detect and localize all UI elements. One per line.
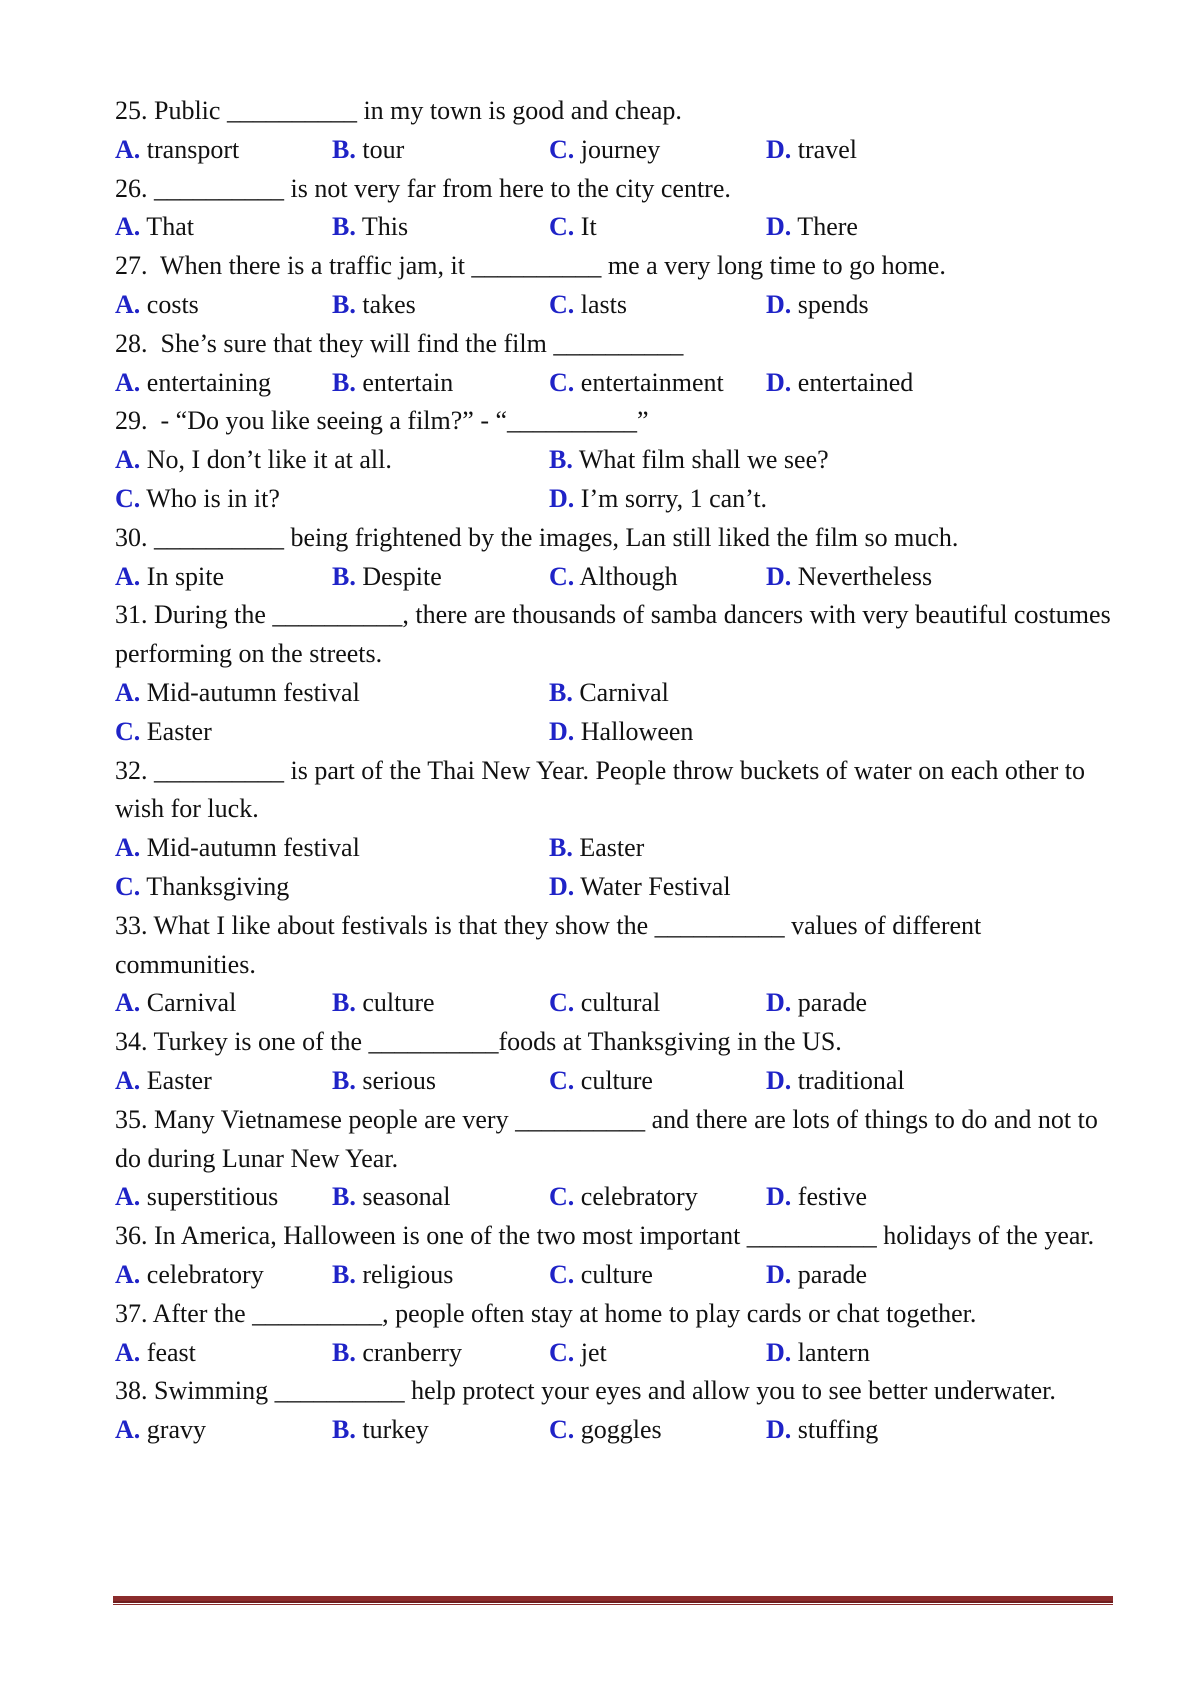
option-text: It [574, 212, 597, 242]
options-row [115, 558, 1115, 597]
option-letter: D. [766, 134, 792, 164]
answer-option[interactable] [766, 1256, 983, 1295]
option-letter: A. [115, 1337, 141, 1367]
question-text: 27. When there is a traffic jam, it __________ me a very long time to go home. [115, 251, 946, 281]
answer-option[interactable] [115, 1178, 332, 1217]
answer-option[interactable] [766, 286, 983, 325]
option-letter: D. [549, 871, 575, 901]
option-text: journey [574, 134, 661, 164]
option-text: What film shall we see? [572, 445, 829, 475]
option-letter: A. [115, 1415, 141, 1445]
answer-option[interactable] [766, 1411, 983, 1450]
question-block [115, 596, 1118, 751]
question-text: 37. After the __________, people often stay at home to play cards or chat together. [115, 1298, 977, 1328]
option-letter: D. [766, 1415, 792, 1445]
option-letter: D. [766, 1259, 792, 1289]
options-row [115, 1178, 1115, 1217]
option-text: Halloween [574, 716, 694, 746]
option-letter: B. [549, 445, 573, 475]
option-text: culture [574, 1065, 653, 1095]
option-text: seasonal [355, 1182, 451, 1212]
option-letter: B. [332, 561, 356, 591]
option-text: parade [791, 1259, 868, 1289]
option-letter: C. [549, 1065, 575, 1095]
option-text: goggles [574, 1415, 662, 1445]
option-letter: B. [332, 134, 356, 164]
option-letter: A. [115, 445, 141, 475]
question-text: 31. During the __________, there are thousands of samba dancers with very beautiful costumes performing on the streets. [115, 600, 1118, 669]
worksheet-page [115, 92, 1118, 1450]
question-text: 32. __________ is part of the Thai New Year. People throw buckets of water on each other to wish for luck. [115, 755, 1092, 824]
answer-option[interactable] [332, 1256, 549, 1295]
option-text: tour [355, 134, 405, 164]
question-block [115, 325, 1115, 403]
option-text: Mid-autumn festival [140, 677, 360, 707]
footer-rule-thin [113, 1604, 1113, 1605]
option-text: jet [574, 1337, 607, 1367]
options-row [115, 441, 1115, 480]
option-letter: A. [115, 561, 141, 591]
answer-option[interactable] [115, 1256, 332, 1295]
option-letter: B. [332, 212, 356, 242]
question-block [115, 92, 1115, 170]
option-text: spends [791, 289, 869, 319]
option-letter: C. [549, 561, 575, 591]
answer-option[interactable] [766, 1178, 983, 1217]
answer-option[interactable] [332, 558, 549, 597]
answer-option[interactable] [115, 829, 549, 868]
answer-option[interactable] [115, 1062, 332, 1101]
answer-option[interactable] [549, 713, 983, 752]
option-text: No, I don’t like it at all. [140, 445, 392, 475]
option-text: Mid-autumn festival [140, 833, 360, 863]
answer-option[interactable] [549, 131, 766, 170]
answer-option[interactable] [115, 984, 332, 1023]
options-row [115, 713, 1115, 752]
option-letter: D. [766, 1065, 792, 1095]
answer-option[interactable] [549, 286, 766, 325]
question-block [115, 1295, 1115, 1373]
option-letter: A. [115, 988, 141, 1018]
option-text: entertained [791, 367, 914, 397]
option-text: Easter [140, 1065, 212, 1095]
option-text: travel [791, 134, 857, 164]
option-letter: A. [115, 1065, 141, 1095]
option-text: culture [574, 1259, 653, 1289]
option-letter: D. [766, 1337, 792, 1367]
option-letter: B. [332, 367, 356, 397]
option-letter: D. [766, 367, 792, 397]
answer-option[interactable] [549, 1334, 766, 1373]
option-letter: C. [549, 988, 575, 1018]
answer-option[interactable] [766, 984, 983, 1023]
answer-option[interactable] [549, 868, 983, 907]
option-letter: B. [332, 1415, 356, 1445]
option-text: celebratory [140, 1259, 264, 1289]
options-row [115, 364, 1115, 403]
option-text: lantern [791, 1337, 870, 1367]
option-letter: A. [115, 677, 141, 707]
option-text: entertaining [140, 367, 271, 397]
answer-option[interactable] [115, 558, 332, 597]
option-letter: A. [115, 212, 141, 242]
answer-option[interactable] [115, 441, 549, 480]
option-text: traditional [791, 1065, 905, 1095]
question-block [115, 402, 1115, 518]
option-text: Despite [355, 561, 442, 591]
option-letter: D. [766, 988, 792, 1018]
options-row [115, 131, 1115, 170]
question-text: 36. In America, Halloween is one of the two most important __________ holidays of the year. [115, 1221, 1095, 1251]
question-block [115, 170, 1115, 248]
answer-option[interactable] [549, 1411, 766, 1450]
option-letter: A. [115, 134, 141, 164]
question-text: 26. __________ is not very far from here to the city centre. [115, 173, 731, 203]
option-letter: B. [549, 833, 573, 863]
option-letter: C. [549, 212, 575, 242]
option-letter: B. [332, 289, 356, 319]
option-text: gravy [140, 1415, 206, 1445]
option-text: Carnival [140, 988, 237, 1018]
option-text: Carnival [572, 677, 669, 707]
option-text: parade [791, 988, 868, 1018]
answer-option[interactable] [549, 1062, 766, 1101]
question-text: 35. Many Vietnamese people are very __________ and there are lots of things to do and not to do during Lunar New Year. [115, 1104, 1105, 1173]
options-row [115, 1256, 1115, 1295]
option-letter: B. [549, 677, 573, 707]
option-text: Water Festival [574, 871, 731, 901]
question-block [115, 1372, 1115, 1450]
answer-option[interactable] [766, 1062, 983, 1101]
answer-option[interactable] [115, 713, 549, 752]
question-block [115, 1023, 1115, 1101]
option-letter: C. [549, 289, 575, 319]
answer-option[interactable] [332, 1411, 549, 1450]
answer-option[interactable] [766, 131, 983, 170]
option-letter: C. [549, 1337, 575, 1367]
answer-option[interactable] [549, 441, 983, 480]
option-text: There [791, 212, 858, 242]
question-block [115, 519, 1115, 597]
option-letter: D. [549, 483, 575, 513]
option-text: feast [140, 1337, 196, 1367]
option-letter: A. [115, 367, 141, 397]
question-text: 29. - “Do you like seeing a film?” - “__________” [115, 406, 649, 436]
option-text: Nevertheless [791, 561, 933, 591]
option-letter: C. [115, 871, 141, 901]
option-letter: A. [115, 833, 141, 863]
options-row [115, 984, 1115, 1023]
option-text: stuffing [791, 1415, 879, 1445]
option-text: serious [355, 1065, 437, 1095]
answer-option[interactable] [332, 984, 549, 1023]
option-text: transport [140, 134, 240, 164]
option-letter: C. [549, 1182, 575, 1212]
question-block [115, 752, 1115, 907]
option-text: entertain [355, 367, 454, 397]
options-row [115, 829, 1115, 868]
option-letter: D. [766, 561, 792, 591]
footer-rule [113, 1596, 1113, 1603]
option-letter: D. [766, 289, 792, 319]
option-letter: B. [332, 1065, 356, 1095]
options-row [115, 286, 1115, 325]
option-letter: C. [549, 1259, 575, 1289]
option-text: festive [791, 1182, 868, 1212]
question-block [115, 1101, 1115, 1217]
answer-option[interactable] [115, 286, 332, 325]
answer-option[interactable] [332, 1062, 549, 1101]
answer-option[interactable] [549, 674, 983, 713]
option-letter: B. [332, 1259, 356, 1289]
answer-option[interactable] [332, 1178, 549, 1217]
answer-option[interactable] [115, 674, 549, 713]
option-letter: C. [549, 367, 575, 397]
question-text: 28. She’s sure that they will find the film __________ [115, 328, 684, 358]
option-text: cranberry [355, 1337, 462, 1367]
answer-option[interactable] [115, 131, 332, 170]
answer-option[interactable] [549, 1256, 766, 1295]
option-text: Although [574, 561, 678, 591]
option-letter: A. [115, 289, 141, 319]
answer-option[interactable] [766, 208, 983, 247]
answer-option[interactable] [549, 480, 983, 519]
answer-option[interactable] [115, 480, 549, 519]
option-text: Who is in it? [140, 483, 280, 513]
answer-option[interactable] [766, 558, 983, 597]
question-block [115, 247, 1115, 325]
question-text: 25. Public __________ in my town is good and cheap. [115, 96, 682, 125]
answer-option[interactable] [115, 1334, 332, 1373]
option-letter: A. [115, 1182, 141, 1212]
question-block [115, 1217, 1115, 1295]
question-text: 34. Turkey is one of the __________foods at Thanksgiving in the US. [115, 1027, 842, 1057]
option-letter: C. [549, 134, 575, 164]
answer-option[interactable] [549, 1178, 766, 1217]
option-text: takes [355, 289, 416, 319]
answer-option[interactable] [766, 1334, 983, 1373]
answer-option[interactable] [549, 558, 766, 597]
option-text: culture [355, 988, 435, 1018]
answer-option[interactable] [549, 984, 766, 1023]
option-text: This [355, 212, 409, 242]
options-row [115, 208, 1115, 247]
answer-option[interactable] [332, 208, 549, 247]
answer-option[interactable] [115, 868, 549, 907]
question-text: 38. Swimming __________ help protect your eyes and allow you to see better underwater. [115, 1376, 1056, 1406]
answer-option[interactable] [332, 1334, 549, 1373]
option-text: I’m sorry, 1 can’t. [574, 483, 768, 513]
option-letter: C. [115, 483, 141, 513]
answer-option[interactable] [766, 364, 983, 403]
answer-option[interactable] [549, 829, 983, 868]
options-row [115, 480, 1115, 519]
answer-option[interactable] [332, 286, 549, 325]
answer-option[interactable] [332, 364, 549, 403]
option-text: Thanksgiving [140, 871, 290, 901]
option-text: Easter [572, 833, 645, 863]
answer-option[interactable] [549, 208, 766, 247]
options-row [115, 1411, 1115, 1450]
answer-option[interactable] [115, 364, 332, 403]
option-letter: A. [115, 1259, 141, 1289]
option-text: superstitious [140, 1182, 279, 1212]
answer-option[interactable] [115, 1411, 332, 1450]
option-text: That [140, 212, 194, 242]
option-letter: B. [332, 1182, 356, 1212]
options-row [115, 674, 1115, 713]
option-text: Easter [140, 716, 212, 746]
option-letter: D. [766, 1182, 792, 1212]
option-letter: D. [766, 212, 792, 242]
option-letter: B. [332, 1337, 356, 1367]
option-text: cultural [574, 988, 661, 1018]
option-text: celebratory [574, 1182, 698, 1212]
question-text: 30. __________ being frightened by the images, Lan still liked the film so much. [115, 522, 959, 552]
question-block [115, 907, 1115, 1023]
option-letter: D. [549, 716, 575, 746]
option-letter: C. [549, 1415, 575, 1445]
answer-option[interactable] [332, 131, 549, 170]
option-text: turkey [355, 1415, 429, 1445]
question-text: 33. What I like about festivals is that they show the __________ values of different communities. [115, 910, 988, 979]
option-text: entertainment [574, 367, 724, 397]
option-letter: C. [115, 716, 141, 746]
option-letter: B. [332, 988, 356, 1018]
options-row [115, 868, 1115, 907]
answer-option[interactable] [549, 364, 766, 403]
option-text: In spite [140, 561, 225, 591]
option-text: lasts [574, 289, 628, 319]
option-text: costs [140, 289, 199, 319]
answer-option[interactable] [115, 208, 332, 247]
option-text: religious [355, 1259, 454, 1289]
options-row [115, 1334, 1115, 1373]
options-row [115, 1062, 1115, 1101]
